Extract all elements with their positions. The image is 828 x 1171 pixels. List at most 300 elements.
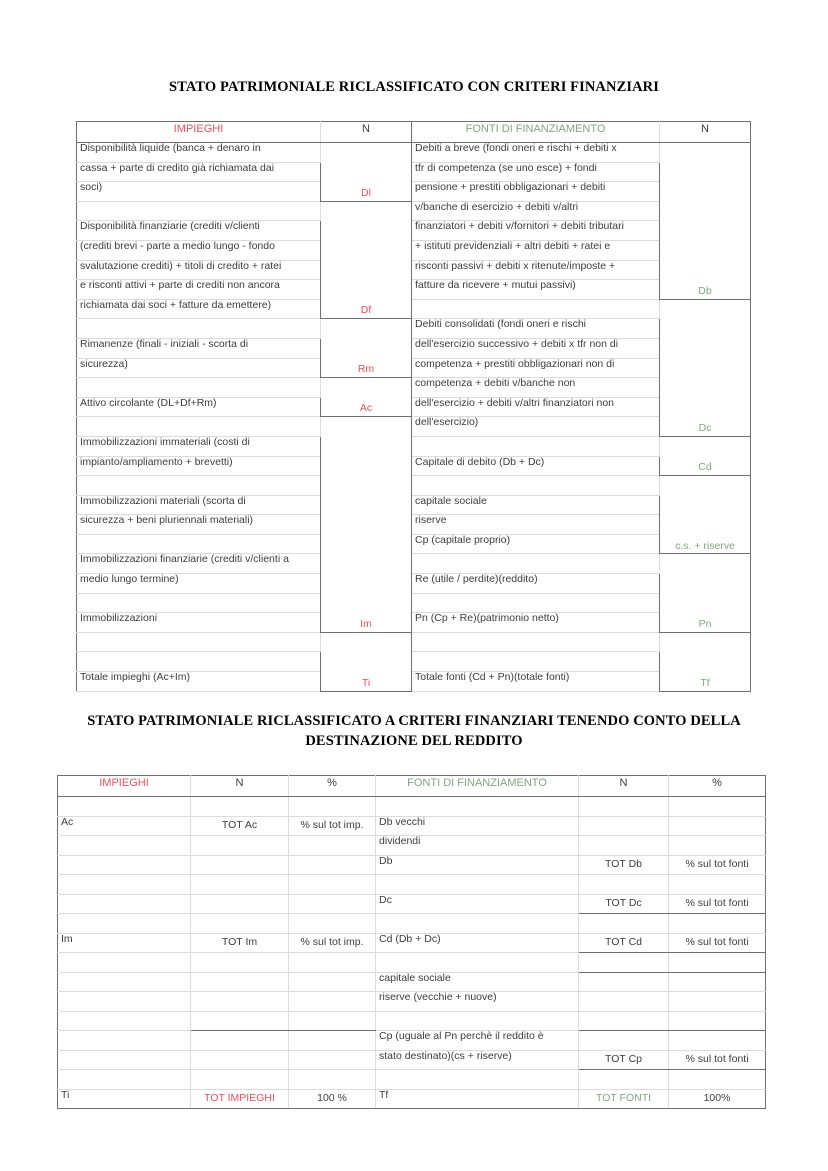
impieghi-label-cell <box>77 672 321 692</box>
n-left-cell <box>191 972 289 992</box>
table-row <box>58 894 766 914</box>
n-left-cell-text: TOT Im <box>221 935 258 948</box>
fonti-cell-text: Db <box>379 854 393 867</box>
n-left-cell-text: TOT IMPIEGHI <box>204 1091 275 1104</box>
pct-left-cell <box>289 836 376 856</box>
pct-left-cell <box>289 933 376 953</box>
table-row <box>77 672 751 692</box>
fonti-label-cell <box>412 143 660 163</box>
fonti-label: competenza + debiti v/banche non <box>415 377 576 390</box>
pct-right-cell-text: % sul tot fonti <box>685 1052 749 1065</box>
impieghi-label-cell <box>77 143 321 163</box>
fonti-cell <box>376 875 579 895</box>
fonti-cell <box>376 797 579 817</box>
fonti-label-cell <box>412 632 660 652</box>
fonti-label-cell <box>412 240 660 260</box>
fonti-cell-text: Cd (Db + Dc) <box>379 932 441 945</box>
impieghi-label-cell <box>77 358 321 378</box>
n-right-value <box>660 476 751 554</box>
fonti-cell <box>376 992 579 1012</box>
impieghi-cell <box>58 836 191 856</box>
fonti-cell <box>376 914 579 934</box>
impieghi-label: svalutazione crediti) + titoli di credito + ratei <box>80 259 282 272</box>
impieghi-label: richiamata dai soci + fatture da emettere) <box>80 298 272 311</box>
impieghi-cell <box>58 933 191 953</box>
impieghi-label: sicurezza) <box>80 357 128 370</box>
impieghi-label: (crediti brevi - parte a medio lungo - fondo <box>80 239 275 252</box>
n-left-label: Dl <box>361 186 371 199</box>
table-row <box>77 652 751 672</box>
table-row <box>58 875 766 895</box>
n-left-label: Im <box>360 617 372 630</box>
n-left-value <box>321 319 412 378</box>
impieghi-cell <box>58 972 191 992</box>
header-fonti: FONTI DI FINANZIAMENTO <box>376 776 579 797</box>
table-row <box>58 914 766 934</box>
impieghi-label-cell <box>77 417 321 437</box>
table-row <box>58 933 766 953</box>
n-right-cell <box>579 816 669 836</box>
n-left-value <box>321 378 412 417</box>
impieghi-label: Immobilizzazioni finanziarie (crediti v/clienti a <box>80 553 289 566</box>
n-right-value <box>660 436 751 475</box>
pct-right-cell <box>669 1031 766 1051</box>
impieghi-cell-text: Im <box>61 932 73 945</box>
impieghi-label: soci) <box>80 181 103 194</box>
n-left-value <box>321 201 412 319</box>
pct-right-cell-text: % sul tot fonti <box>685 857 749 870</box>
impieghi-cell <box>58 1031 191 1051</box>
pct-right-cell <box>669 797 766 817</box>
table-row <box>58 855 766 875</box>
fonti-cell-text: dividendi <box>379 835 421 847</box>
table-row <box>58 1050 766 1070</box>
header-n-left: N <box>191 776 289 797</box>
fonti-label-cell <box>412 182 660 202</box>
impieghi-label-cell <box>77 221 321 241</box>
fonti-label-cell <box>412 515 660 535</box>
table-header-row <box>58 776 766 797</box>
impieghi-label: Rimanenze (finali - iniziali - scorta di <box>80 337 249 350</box>
pct-left-cell <box>289 797 376 817</box>
table-row <box>77 378 751 398</box>
impieghi-label: Totale impieghi (Ac+Im) <box>80 671 190 684</box>
fonti-label-cell <box>412 417 660 437</box>
pct-right-cell <box>669 894 766 914</box>
n-left-cell <box>191 914 289 934</box>
n-right-cell <box>579 836 669 856</box>
pct-left-cell <box>289 894 376 914</box>
pct-left-cell-text: % sul tot imp. <box>300 935 364 948</box>
n-left-cell <box>191 992 289 1012</box>
n-right-label: c.s. + riserve <box>675 539 735 552</box>
fonti-label-cell <box>412 299 660 319</box>
fonti-label-cell <box>412 534 660 554</box>
table-row <box>58 1011 766 1031</box>
impieghi-label: cassa + parte di credito già richiamata dai <box>80 161 275 174</box>
fonti-label: Debiti consolidati (fondi oneri e rischi <box>415 318 587 331</box>
table-row <box>58 972 766 992</box>
n-left-label: Rm <box>357 363 375 376</box>
fonti-label-cell <box>412 652 660 672</box>
table-row <box>58 1089 766 1109</box>
n-right-cell <box>579 933 669 953</box>
n-left-cell <box>191 1089 289 1109</box>
n-left-label: Df <box>360 304 372 317</box>
impieghi-label-cell <box>77 476 321 496</box>
fonti-cell <box>376 972 579 992</box>
n-right-cell <box>579 875 669 895</box>
table-row <box>77 260 751 280</box>
pct-left-cell <box>289 914 376 934</box>
fonti-label-cell <box>412 672 660 692</box>
fonti-label: Debiti a breve (fondi oneri e rischi + debiti x <box>415 142 617 154</box>
fonti-cell <box>376 933 579 953</box>
pct-right-cell <box>669 816 766 836</box>
pct-left-cell <box>289 1050 376 1070</box>
n-right-cell <box>579 1089 669 1109</box>
n-left-value <box>321 632 412 691</box>
fonti-cell <box>376 1089 579 1109</box>
fonti-cell <box>376 1011 579 1031</box>
fonti-cell <box>376 1070 579 1090</box>
n-right-cell-text: TOT FONTI <box>596 1091 652 1104</box>
header-n-right: N <box>579 776 669 797</box>
pct-left-cell <box>289 992 376 1012</box>
impieghi-label-cell <box>77 456 321 476</box>
header-fonti: FONTI DI FINANZIAMENTO <box>412 122 660 143</box>
impieghi-cell <box>58 1050 191 1070</box>
n-left-value <box>321 143 412 202</box>
fonti-cell-text: riserve (vecchie + nuove) <box>379 991 497 1003</box>
table-row <box>77 358 751 378</box>
pct-right-cell <box>669 1089 766 1109</box>
table-row <box>58 1031 766 1051</box>
n-left-cell-text: TOT Ac <box>221 818 258 831</box>
n-left-cell <box>191 797 289 817</box>
n-right-value <box>660 143 751 300</box>
n-right-value <box>660 632 751 691</box>
n-right-cell <box>579 855 669 875</box>
n-left-cell <box>191 933 289 953</box>
n-right-label: Tf <box>700 676 710 689</box>
n-right-cell <box>579 1031 669 1051</box>
impieghi-cell <box>58 797 191 817</box>
impieghi-cell <box>58 894 191 914</box>
table-row <box>77 417 751 437</box>
table-row <box>77 280 751 300</box>
fonti-cell <box>376 1050 579 1070</box>
fonti-cell <box>376 836 579 856</box>
fonti-label: pensione + prestiti obbligazionari + debiti <box>415 181 606 194</box>
impieghi-label: Attivo circolante (DL+Df+Rm) <box>80 396 217 409</box>
fonti-label: dell'esercizio successivo + debiti x tfr non di <box>415 337 619 350</box>
table-row <box>77 201 751 221</box>
fonti-label: Cp (capitale proprio) <box>415 533 511 546</box>
fonti-label: Pn (Cp + Re)(patrimonio netto) <box>415 612 559 625</box>
n-right-cell <box>579 894 669 914</box>
table-row <box>58 992 766 1012</box>
impieghi-label-cell <box>77 260 321 280</box>
table-header-row <box>77 122 751 143</box>
n-right-cell <box>579 1050 669 1070</box>
impieghi-label-cell <box>77 338 321 358</box>
impieghi-label-cell <box>77 652 321 672</box>
table-row <box>77 574 751 594</box>
fonti-label-cell <box>412 162 660 182</box>
fonti-label: Re (utile / perdite)(reddito) <box>415 573 538 586</box>
impieghi-cell <box>58 816 191 836</box>
n-right-label: Dc <box>698 422 712 435</box>
impieghi-label-cell <box>77 554 321 574</box>
fonti-label: tfr di competenza (se uno esce) + fondi <box>415 161 597 174</box>
n-right-cell <box>579 972 669 992</box>
impieghi-label: Immobilizzazioni materiali (scorta di <box>80 494 246 507</box>
pct-left-cell-text: 100 % <box>317 1091 347 1104</box>
impieghi-label-cell <box>77 495 321 515</box>
pct-left-cell <box>289 972 376 992</box>
impieghi-label: impianto/ampliamento + brevetti) <box>80 455 233 468</box>
fonti-cell-text: stato destinato)(cs + riserve) <box>379 1049 512 1062</box>
impieghi-cell-text: Ti <box>61 1088 70 1101</box>
impieghi-label: medio lungo termine) <box>80 573 179 586</box>
fonti-label-cell <box>412 593 660 613</box>
header-pct-left: % <box>289 776 376 797</box>
table-row <box>77 299 751 319</box>
n-left-label: Ti <box>361 676 371 689</box>
fonti-label-cell <box>412 574 660 594</box>
table-row <box>77 338 751 358</box>
n-left-cell <box>191 953 289 973</box>
pct-right-cell <box>669 972 766 992</box>
table-row <box>77 143 751 163</box>
impieghi-cell <box>58 914 191 934</box>
table-row <box>58 953 766 973</box>
pct-right-cell <box>669 836 766 856</box>
impieghi-label-cell <box>77 201 321 221</box>
impieghi-label: Disponibilità finanziarie (crediti v/clienti <box>80 220 260 233</box>
table-row <box>77 534 751 554</box>
fonti-label: Capitale di debito (Db + Dc) <box>415 455 545 468</box>
impieghi-cell <box>58 1089 191 1109</box>
fonti-label: Totale fonti (Cd + Pn)(totale fonti) <box>415 671 570 684</box>
fonti-cell-text: Dc <box>379 893 392 906</box>
pct-right-cell-text: 100% <box>703 1091 731 1104</box>
table-row <box>77 221 751 241</box>
table-row <box>77 515 751 535</box>
fonti-label: v/banche di esercizio + debiti v/altri <box>415 200 579 213</box>
balance-sheet-table-income-allocation <box>57 775 766 1109</box>
fonti-cell-text: Db vecchi <box>379 815 426 828</box>
pct-right-cell <box>669 953 766 973</box>
table-row <box>77 182 751 202</box>
fonti-label-cell <box>412 338 660 358</box>
impieghi-cell <box>58 992 191 1012</box>
fonti-label: + istituti previdenziali + altri debiti + ratei e <box>415 239 611 252</box>
impieghi-cell <box>58 1011 191 1031</box>
fonti-label: dell'esercizio + debiti v/altri finanziatori non <box>415 396 614 409</box>
impieghi-label: e risconti attivi + parte di crediti non ancora <box>80 279 280 292</box>
impieghi-label-cell <box>77 240 321 260</box>
impieghi-cell <box>58 875 191 895</box>
fonti-cell-text: capitale sociale <box>379 971 451 984</box>
fonti-label-cell <box>412 319 660 339</box>
table-row <box>77 632 751 652</box>
impieghi-cell <box>58 1070 191 1090</box>
n-left-cell <box>191 836 289 856</box>
fonti-label-cell <box>412 554 660 574</box>
n-right-cell <box>579 953 669 973</box>
n-right-cell <box>579 797 669 817</box>
page-title-first-table: STATO PATRIMONIALE RICLASSIFICATO CON CRITERI FINANZIARI <box>169 79 659 95</box>
n-right-cell-text: TOT Cd <box>605 935 642 948</box>
pct-right-cell <box>669 1050 766 1070</box>
fonti-label-cell <box>412 260 660 280</box>
table-row <box>58 836 766 856</box>
fonti-label-cell <box>412 436 660 456</box>
impieghi-label-cell <box>77 162 321 182</box>
table-row <box>77 162 751 182</box>
impieghi-label-cell <box>77 436 321 456</box>
table-row <box>77 397 751 417</box>
table-row <box>58 797 766 817</box>
pct-right-cell <box>669 914 766 934</box>
pct-right-cell-text: % sul tot fonti <box>685 935 749 948</box>
impieghi-cell-text: Ac <box>61 815 74 828</box>
n-left-cell <box>191 1011 289 1031</box>
fonti-label: riserve <box>415 514 447 527</box>
fonti-label: risconti passivi + debiti x ritenute/imposte + <box>415 259 616 272</box>
impieghi-label-cell <box>77 280 321 300</box>
n-right-cell <box>579 1011 669 1031</box>
n-right-cell <box>579 992 669 1012</box>
fonti-cell <box>376 855 579 875</box>
fonti-label-cell <box>412 221 660 241</box>
n-right-label: Db <box>698 284 712 297</box>
impieghi-label: Disponibilità liquide (banca + denaro in <box>80 142 261 154</box>
table-row <box>77 476 751 496</box>
impieghi-label-cell <box>77 515 321 535</box>
fonti-label-cell <box>412 397 660 417</box>
impieghi-label: Immobilizzazioni <box>80 612 158 625</box>
table-row <box>77 613 751 633</box>
fonti-cell-text: Cp (uguale al Pn perchè il reddito è <box>379 1030 544 1042</box>
table-row <box>77 495 751 515</box>
n-left-cell <box>191 816 289 836</box>
n-left-cell <box>191 1050 289 1070</box>
pct-right-cell <box>669 875 766 895</box>
n-left-value <box>321 417 412 633</box>
n-left-cell <box>191 1070 289 1090</box>
impieghi-label-cell <box>77 397 321 417</box>
table-row <box>77 554 751 574</box>
n-left-cell <box>191 1031 289 1051</box>
impieghi-label-cell <box>77 574 321 594</box>
header-impieghi: IMPIEGHI <box>77 122 321 143</box>
impieghi-label-cell <box>77 378 321 398</box>
impieghi-label-cell <box>77 632 321 652</box>
n-left-cell <box>191 855 289 875</box>
pct-left-cell <box>289 875 376 895</box>
impieghi-cell <box>58 855 191 875</box>
n-right-label: Cd <box>698 461 712 474</box>
fonti-cell <box>376 953 579 973</box>
fonti-label: competenza + prestiti obbligazionari non di <box>415 357 615 370</box>
pct-right-cell <box>669 992 766 1012</box>
pct-left-cell <box>289 953 376 973</box>
fonti-label: finanziatori + debiti v/fornitori + debiti tributari <box>415 220 624 233</box>
header-n-left: N <box>321 122 412 143</box>
header-impieghi: IMPIEGHI <box>58 776 191 797</box>
table-row <box>58 1070 766 1090</box>
balance-sheet-table-financial-criteria <box>76 121 751 692</box>
fonti-cell-text: Tf <box>379 1088 389 1101</box>
n-right-value <box>660 299 751 436</box>
pct-left-cell <box>289 1031 376 1051</box>
pct-right-cell <box>669 933 766 953</box>
n-right-cell <box>579 1070 669 1090</box>
table-row <box>77 319 751 339</box>
impieghi-label: Immobilizzazioni immateriali (costi di <box>80 435 250 448</box>
fonti-cell <box>376 894 579 914</box>
n-right-cell-text: TOT Dc <box>605 896 642 909</box>
pct-right-cell <box>669 1070 766 1090</box>
header-n-right: N <box>660 122 751 143</box>
pct-left-cell <box>289 855 376 875</box>
header-pct-right: % <box>669 776 766 797</box>
fonti-label: fatture da ricevere + mutui passivi) <box>415 279 576 292</box>
impieghi-label-cell <box>77 182 321 202</box>
pct-right-cell <box>669 1011 766 1031</box>
pct-left-cell <box>289 816 376 836</box>
table-row <box>77 593 751 613</box>
fonti-label-cell <box>412 280 660 300</box>
fonti-label-cell <box>412 613 660 633</box>
impieghi-label-cell <box>77 613 321 633</box>
fonti-cell <box>376 816 579 836</box>
impieghi-label-cell <box>77 593 321 613</box>
table-row <box>77 436 751 456</box>
fonti-label: capitale sociale <box>415 494 487 507</box>
fonti-label-cell <box>412 378 660 398</box>
n-right-label: Pn <box>698 617 712 630</box>
fonti-label-cell <box>412 495 660 515</box>
impieghi-label-cell <box>77 319 321 339</box>
fonti-cell <box>376 1031 579 1051</box>
pct-left-cell-text: % sul tot imp. <box>300 818 364 831</box>
table-row <box>58 816 766 836</box>
table-row <box>77 240 751 260</box>
n-left-label: Ac <box>359 402 373 415</box>
impieghi-label-cell <box>77 299 321 319</box>
pct-left-cell <box>289 1070 376 1090</box>
pct-left-cell <box>289 1089 376 1109</box>
fonti-label-cell <box>412 201 660 221</box>
n-left-cell <box>191 894 289 914</box>
pct-left-cell <box>289 1011 376 1031</box>
n-right-value <box>660 554 751 632</box>
impieghi-label-cell <box>77 534 321 554</box>
n-left-cell <box>191 875 289 895</box>
n-right-cell-text: TOT Cp <box>605 1052 642 1065</box>
pct-right-cell <box>669 855 766 875</box>
impieghi-label: sicurezza + beni pluriennali materiali) <box>80 514 254 527</box>
fonti-label: dell'esercizio) <box>415 416 479 429</box>
fonti-label-cell <box>412 476 660 496</box>
page-title-second-table: STATO PATRIMONIALE RICLASSIFICATO A CRITERI FINANZIARI TENENDO CONTO DELLA DESTINAZIONE DEL REDDITO <box>87 713 741 749</box>
impieghi-cell <box>58 953 191 973</box>
fonti-label-cell <box>412 456 660 476</box>
